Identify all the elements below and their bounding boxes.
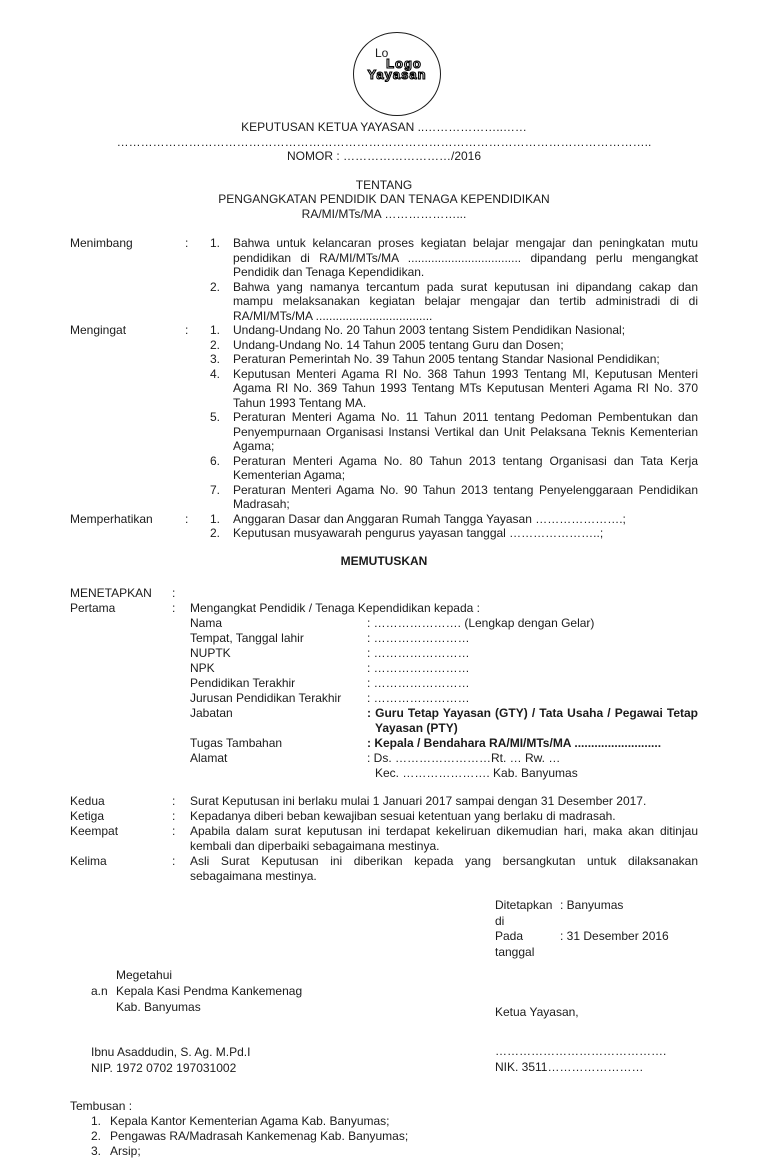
field-label: Jurusan Pendidikan Terakhir <box>190 691 342 705</box>
keempat-text: Apabila dalam surat keputusan ini terdapat kekeliruan dikemudian hari, maka akan ditinjau kembali dan diperbaiki sebagaimana mestinya. <box>190 824 698 853</box>
detail-row <box>190 736 698 751</box>
memperhatikan-items <box>210 512 698 541</box>
mengingat-label: Mengingat <box>70 323 127 337</box>
subject-block <box>70 178 698 222</box>
decree-title-line1: KEPUTUSAN KETUA YAYASAN ..………………..…… <box>241 120 527 134</box>
menimbang-row <box>70 236 698 323</box>
mengingat-row <box>70 323 698 512</box>
item-number: 4. <box>210 366 221 381</box>
item-text: Keputusan musyawarah pengurus yayasan tanggal …………………..; <box>233 526 604 540</box>
pertama-intro: Mengangkat Pendidik / Tenaga Kependidikan kepada : <box>190 601 480 615</box>
field-value: : …………………… <box>367 661 470 675</box>
detail-row <box>190 751 698 781</box>
tanggal-value: : 31 Desember 2016 <box>560 929 669 943</box>
menimbang-items <box>210 236 698 323</box>
ketiga-row <box>70 809 698 824</box>
list-item <box>210 323 698 338</box>
item-number: 2. <box>210 526 221 540</box>
title-block <box>70 120 698 164</box>
pertama-content <box>190 601 698 781</box>
item-number: 6. <box>210 453 221 468</box>
considerations-section <box>70 236 698 541</box>
detail-row <box>190 616 698 631</box>
pertama-label: Pertama <box>70 601 116 615</box>
mengingat-items <box>210 323 698 512</box>
item-number: 2. <box>91 1129 102 1143</box>
colon: : <box>172 601 176 615</box>
list-item <box>210 483 698 512</box>
left-role-line2: Kab. Banyumas <box>116 1000 201 1014</box>
pertama-row <box>70 601 698 781</box>
item-text: Undang-Undang No. 14 Tahun 2005 tentang Guru dan Dosen; <box>233 337 564 352</box>
item-text: Bahwa yang namanya tercantum pada surat keputusan ini dipandang cakap dan mampu melaksanakan kegiatan belajar mengajar dan tertib administradi di di RA/MI/MTs/MA ................................... <box>233 279 698 323</box>
ketiga-text: Kepadanya diberi beban kewajiban sesuai ketentuan yang berlaku di madrasah. <box>190 809 616 823</box>
field-value: : Guru Tetap Yayasan (GTY) / Tata Usaha / Pegawai Tetap Yayasan (PTY) <box>367 706 698 735</box>
field-label: Nama <box>190 616 223 630</box>
right-signatory <box>495 967 698 1076</box>
field-value <box>367 751 698 781</box>
item-number: 1. <box>210 236 221 250</box>
field-value: : …………………… <box>367 631 470 645</box>
item-text: Kepala Kantor Kementerian Agama Kab. Banyumas; <box>110 1114 390 1128</box>
field-value: : …………………… <box>367 646 470 660</box>
signature-columns <box>70 967 698 1076</box>
left-signatory-name: Ibnu Asaddudin, S. Ag. M.Pd.I <box>91 1045 251 1059</box>
field-value-line1: : Ds. ……………………Rt. … Rw. … <box>367 751 561 765</box>
kelima-row <box>70 854 698 884</box>
field-label: Tugas Tambahan <box>190 736 283 750</box>
kelima-label: Kelima <box>70 854 107 868</box>
field-value: : Kepala / Bendahara RA/MI/MTs/MA .......................... <box>367 736 662 750</box>
kedua-text: Surat Keputusan ini berlaku mulai 1 Januari 2017 sampai dengan 31 Desember 2017. <box>190 794 647 808</box>
memutuskan-heading: MEMUTUSKAN <box>340 553 428 568</box>
list-item <box>210 526 698 541</box>
ditetapkan-value: : Banyumas <box>560 898 624 912</box>
item-text: Anggaran Dasar dan Anggaran Rumah Tangga Yayasan ………………….; <box>233 511 626 526</box>
list-item <box>91 1144 698 1159</box>
tanggal-row <box>495 929 698 960</box>
item-number: 1. <box>210 511 221 526</box>
item-number: 7. <box>210 482 221 497</box>
item-number: 3. <box>91 1144 102 1158</box>
field-label: NPK <box>190 661 215 675</box>
field-label: Alamat <box>190 751 228 765</box>
ditetapkan-label: Ditetapkan di <box>495 898 553 928</box>
list-item <box>210 338 698 353</box>
item-text: Peraturan Menteri Agama No. 80 Tahun 2013 tentang Organisasi dan Tata Kerja Kementerian Agama; <box>233 453 698 482</box>
list-item <box>210 352 698 367</box>
logo-art-text <box>354 58 440 80</box>
field-value: : …………………. (Lengkap dengan Gelar) <box>367 616 595 630</box>
item-number: 1. <box>210 323 221 337</box>
field-label: Pendidikan Terakhir <box>190 676 296 690</box>
list-item <box>210 236 698 280</box>
keempat-row <box>70 824 698 854</box>
tanggal-label: Pada tanggal <box>495 929 535 959</box>
an-prefix: a.n <box>91 984 108 998</box>
colon: : <box>172 586 176 600</box>
colon: : <box>172 809 176 823</box>
left-signatory-role <box>91 983 302 1015</box>
tembusan-section <box>70 1099 698 1159</box>
right-signatory-title: Ketua Yayasan, <box>495 1005 579 1019</box>
menimbang-label: Menimbang <box>70 236 133 250</box>
subject-line2: RA/MI/MTs/MA ………………... <box>301 206 467 221</box>
detail-row <box>190 661 698 676</box>
ketiga-label: Ketiga <box>70 809 105 823</box>
item-number: 3. <box>210 352 221 366</box>
left-signatory <box>91 967 302 1076</box>
detail-row <box>190 646 698 661</box>
list-item <box>210 280 698 324</box>
colon: : <box>172 794 176 808</box>
left-signatory-title: Megetahui <box>116 968 173 982</box>
right-signatory-nik: NIK. 3511…………………… <box>495 1060 644 1074</box>
ditetapkan-row <box>495 898 698 929</box>
item-text: Undang-Undang No. 20 Tahun 2003 tentang Sistem Pendidikan Nasional; <box>233 323 626 337</box>
list-item <box>91 1129 698 1144</box>
left-role-line1: Kepala Kasi Pendma Kankemenag <box>116 984 303 998</box>
field-label: Tempat, Tanggal lahir <box>190 631 304 645</box>
colon: : <box>185 323 189 337</box>
list-item <box>91 1114 698 1129</box>
subject-line1: PENGANGKATAN PENDIDIK DAN TENAGA KEPENDIDIKAN <box>218 192 550 206</box>
memperhatikan-row <box>70 512 698 541</box>
menetapkan-row <box>70 586 698 601</box>
item-text: Keputusan Menteri Agama RI No. 368 Tahun 1993 Tentang MI, Keputusan Menteri Agama RI No. 369 Tahun 1993 Tentang MTs Keputusan Menteri Agama RI No. 370 Tahun 1993 Tentang MA. <box>233 366 698 410</box>
item-number: 5. <box>210 410 221 424</box>
signature-dotted-line: ……………………………………. <box>495 1044 667 1058</box>
item-text: Peraturan Pemerintah No. 39 Tahun 2005 tentang Standar Nasional Pendidikan; <box>233 352 660 366</box>
decree-title-dotline: …………………………………………………………………………………………………………………….. <box>116 134 652 149</box>
colon: : <box>172 824 176 838</box>
kelima-text: Asli Surat Keputusan ini diberikan kepada yang bersangkutan untuk dilaksanakan sebagaimana mestinya. <box>190 854 698 883</box>
memperhatikan-label: Memperhatikan <box>70 511 153 526</box>
enactment-block <box>495 898 698 960</box>
list-item <box>210 512 698 527</box>
left-role-lines <box>116 983 302 1015</box>
field-label: Jabatan <box>190 706 233 720</box>
detail-row <box>190 631 698 646</box>
keempat-label: Keempat <box>70 824 119 838</box>
colon: : <box>185 511 189 526</box>
detail-row <box>190 706 698 736</box>
kedua-row <box>70 794 698 809</box>
decisions-section <box>70 586 698 884</box>
list-item <box>210 410 698 454</box>
tembusan-items <box>91 1114 698 1159</box>
colon: : <box>172 854 176 868</box>
kedua-label: Kedua <box>70 794 105 808</box>
field-value: : …………………… <box>367 691 470 705</box>
decree-number: NOMOR : ………………………/2016 <box>286 149 482 163</box>
item-text: Arsip; <box>110 1144 141 1158</box>
tembusan-label: Tembusan : <box>70 1099 133 1113</box>
item-text: Pengawas RA/Madrasah Kankemenag Kab. Banyumas; <box>110 1129 409 1143</box>
tentang-label: TENTANG <box>355 177 413 192</box>
menetapkan-label: MENETAPKAN <box>70 586 152 600</box>
item-number: 2. <box>210 337 221 352</box>
logo-art-line1: Logo <box>386 56 422 71</box>
detail-row <box>190 691 698 706</box>
left-signatory-nip: NIP. 1972 0702 197031002 <box>91 1061 237 1075</box>
logo-container <box>70 32 698 116</box>
item-text: Peraturan Menteri Agama No. 90 Tahun 2013 tentang Penyelenggaraan Pendidikan Madrasah; <box>233 482 698 511</box>
item-number: 1. <box>91 1114 102 1128</box>
detail-row <box>190 676 698 691</box>
item-number: 2. <box>210 279 221 294</box>
item-text: Peraturan Menteri Agama No. 11 Tahun 2011 tentang Pedoman Pembentukan dan Penyempurnaan Organisasi Instansi Vertikal dan Unit Pelaksana Teknis Kementerian Agama; <box>233 410 698 453</box>
field-value-line2: Kec. …………………. Kab. Banyumas <box>375 766 578 780</box>
item-text: Bahwa untuk kelancaran proses kegiatan belajar mengajar dan peningkatan mutu pendidikan di RA/MI/MTs/MA .................................. dipandang perlu mengangkat Pendidik dan Tenaga Kependidikan. <box>233 236 698 279</box>
field-label: NUPTK <box>190 646 231 660</box>
yayasan-logo <box>353 32 441 116</box>
logo-art-line2: Yayasan <box>367 67 427 82</box>
list-item <box>210 367 698 411</box>
colon: : <box>185 236 189 250</box>
logo-small-text: Lo <box>375 46 389 60</box>
field-value: : …………………… <box>367 676 470 690</box>
list-item <box>210 454 698 483</box>
